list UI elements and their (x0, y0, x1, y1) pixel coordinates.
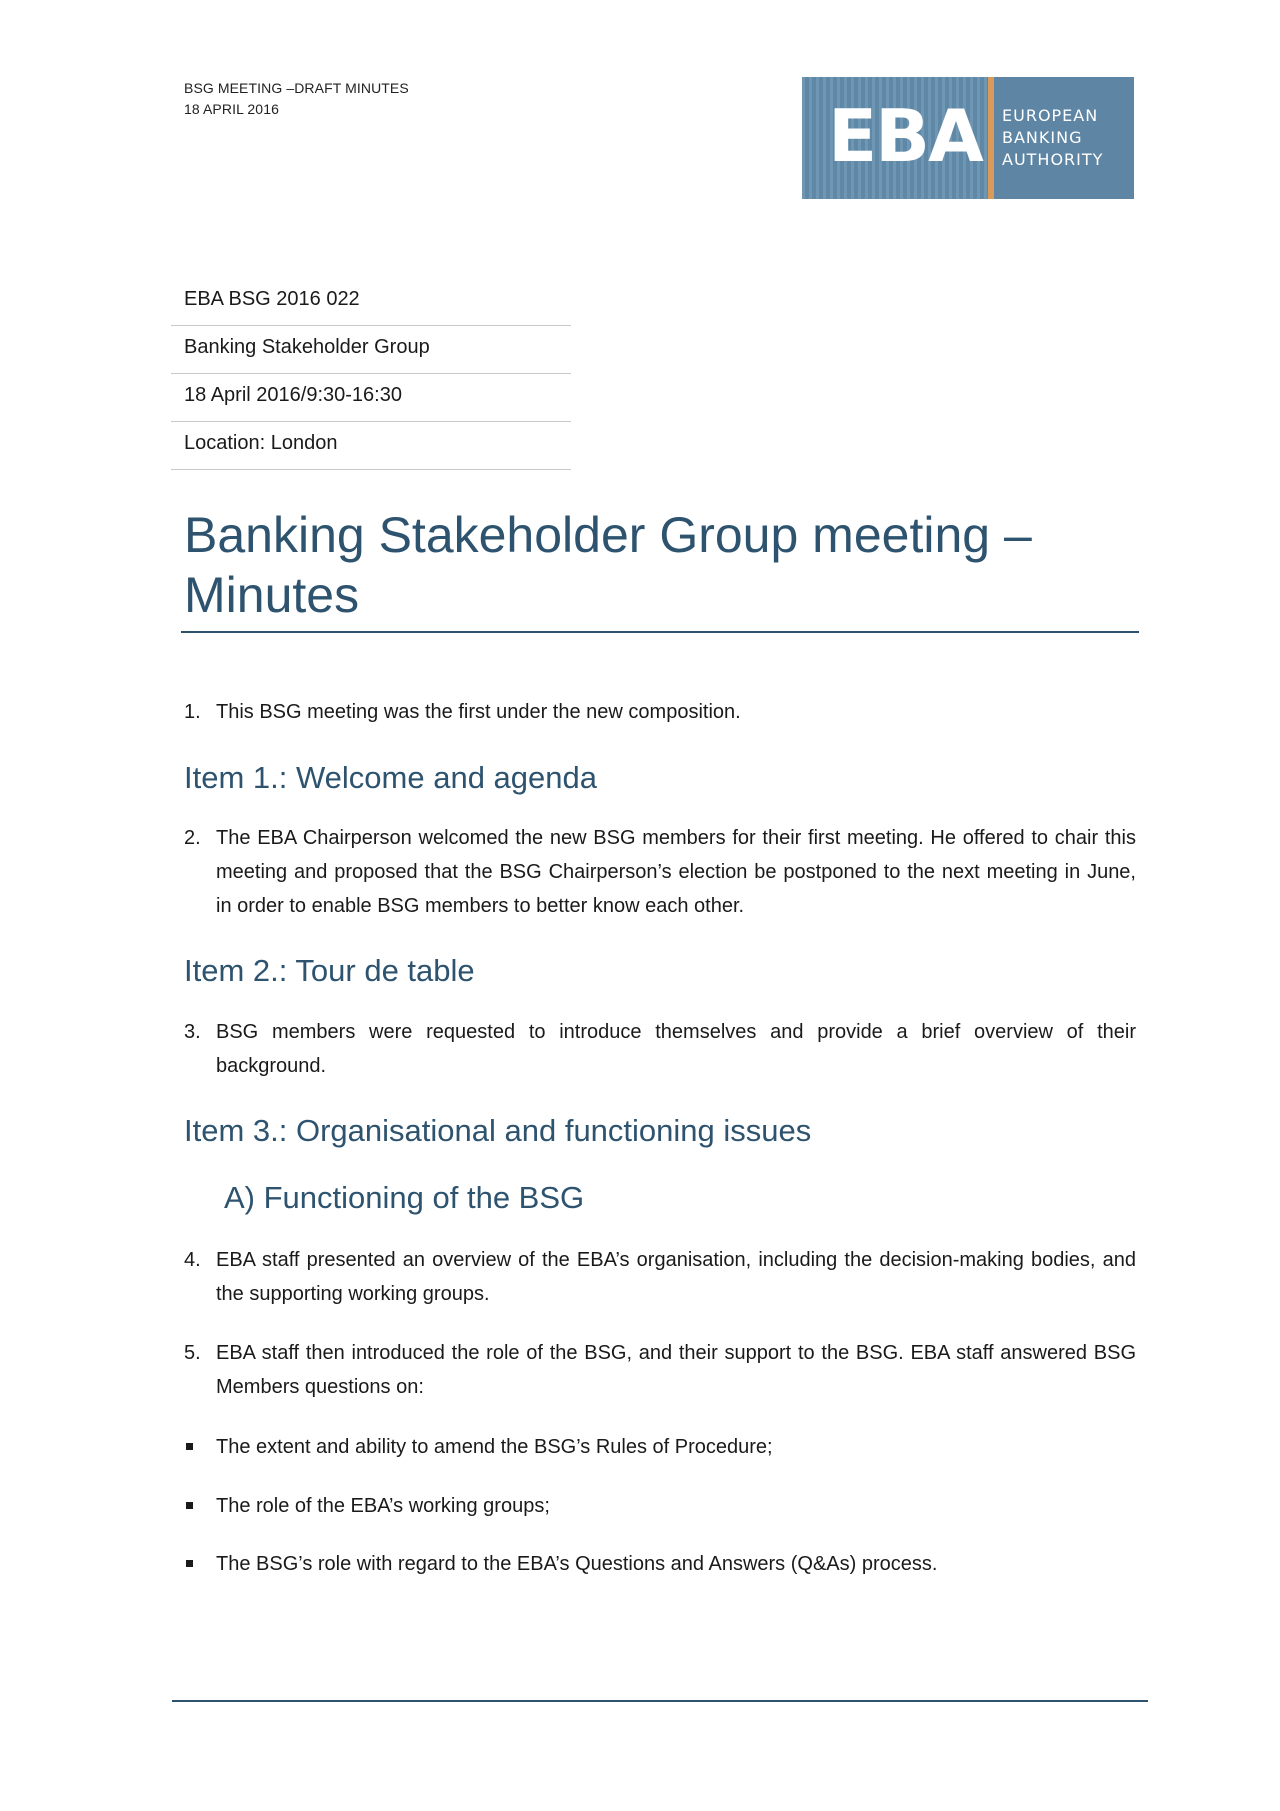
header-date: 18 APRIL 2016 (184, 101, 279, 117)
logo-line-1: EUROPEAN (1002, 106, 1099, 125)
paragraph-text: The EBA Chairperson welcomed the new BSG members for their first meeting. He offered to chair this meeting and proposed that the BSG Chairperson’s election be postponed to the next meeting in June, in order to enable BSG members to better know each other. (216, 827, 1136, 917)
paragraph-number: 4. (184, 1249, 201, 1271)
bullet-item-1 (184, 1430, 1136, 1464)
logo-accent-stripe (988, 77, 994, 199)
bullet-item-3 (184, 1547, 1136, 1581)
bullet-item-2 (184, 1489, 1136, 1523)
header-doc-title: BSG MEETING –DRAFT MINUTES (184, 80, 409, 96)
ref-group-name: Banking Stakeholder Group (171, 326, 571, 374)
paragraph-4 (184, 1243, 1136, 1311)
bullet-square-icon (186, 1560, 193, 1567)
paragraph-text: EBA staff presented an overview of the EBA’s organisation, including the decision-making bodies, and the supporting working groups. (216, 1249, 1136, 1305)
paragraph-number: 2. (184, 827, 201, 849)
eba-logo (802, 77, 1134, 199)
paragraph-number: 1. (184, 701, 201, 723)
footer-divider (172, 1700, 1148, 1702)
paragraph-text: EBA staff then introduced the role of the BSG, and their support to the BSG. EBA staff answered BSG Members questions on: (216, 1342, 1136, 1398)
logo-text (1002, 105, 1103, 171)
document-header (184, 78, 409, 120)
heading-item-2: Item 2.: Tour de table (184, 953, 475, 988)
bullet-square-icon (186, 1502, 193, 1509)
heading-item-1: Item 1.: Welcome and agenda (184, 760, 598, 795)
heading-item-3: Item 3.: Organisational and functioning issues (184, 1113, 812, 1148)
ref-date-time: 18 April 2016/9:30-16:30 (171, 374, 571, 422)
paragraph-text: BSG members were requested to introduce themselves and provide a brief overview of their background. (216, 1021, 1136, 1077)
reference-table (171, 278, 571, 470)
paragraph-number: 3. (184, 1021, 201, 1043)
bullet-square-icon (186, 1443, 193, 1450)
logo-mark: EBA (828, 94, 982, 178)
heading-item-3a: A) Functioning of the BSG (224, 1180, 585, 1215)
paragraph-text: This BSG meeting was the first under the new composition. (216, 701, 741, 723)
paragraph-number: 5. (184, 1342, 201, 1364)
paragraph-2 (184, 821, 1136, 923)
logo-line-2: BANKING (1002, 128, 1083, 147)
bullet-text: The extent and ability to amend the BSG’s Rules of Procedure; (216, 1436, 773, 1458)
paragraph-5 (184, 1336, 1136, 1404)
title-line-1: Banking Stakeholder Group meeting – (184, 507, 1032, 563)
logo-line-3: AUTHORITY (1002, 150, 1104, 169)
title-divider (181, 631, 1139, 633)
title-line-2: Minutes (184, 567, 360, 623)
paragraph-3 (184, 1015, 1136, 1083)
page-title (184, 505, 1124, 625)
bullet-text: The BSG’s role with regard to the EBA’s Questions and Answers (Q&As) process. (216, 1553, 938, 1575)
ref-document-number: EBA BSG 2016 022 (171, 278, 571, 326)
bullet-text: The role of the EBA’s working groups; (216, 1495, 550, 1517)
paragraph-1 (184, 695, 1136, 729)
ref-location: Location: London (171, 422, 571, 470)
